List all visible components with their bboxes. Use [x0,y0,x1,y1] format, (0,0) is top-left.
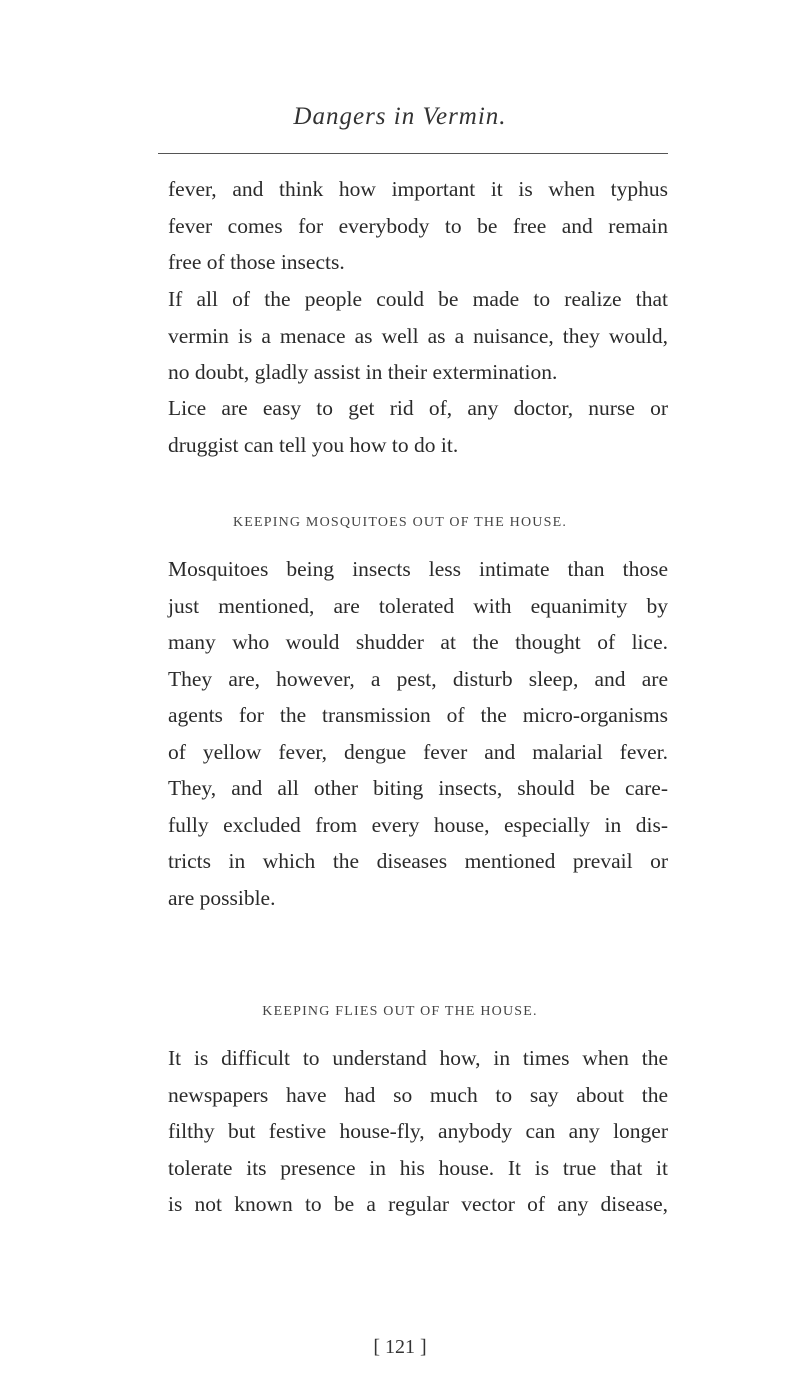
text-line: They are, however, a pest, disturb sleep, and are [168,666,668,691]
text-line: tricts in which the diseases mentioned prevail or [168,849,668,873]
section-heading-flies: KEEPING FLIES OUT OF THE HOUSE. [262,1004,538,1019]
text-line: agents for the transmission of the micro-organisms [168,703,668,727]
paragraph-3 [168,390,668,463]
text-line: are possible. [168,885,276,910]
text-line: Lice are easy to get rid of, any doctor, nurse or [168,396,668,420]
text-line: newspapers have had so much to say about the [168,1082,668,1107]
header-rule [158,153,668,154]
text-line: vermin is a menace as well as a nuisance, they would, [168,323,668,348]
text-line: no doubt, gladly assist in their extermination. [168,360,558,384]
text-line: They, and all other biting insects, should be care- [168,776,668,800]
text-line: druggist can tell you how to do it. [168,432,459,457]
paragraph-1 [168,171,668,281]
text-line: Mosquitoes being insects less intimate than those [168,557,668,581]
text-line: just mentioned, are tolerated with equanimity by [168,593,668,618]
paragraph-2 [168,281,668,391]
text-line: fever, and think how important it is when typhus [168,177,668,201]
text-line: If all of the people could be made to realize that [168,287,668,311]
text-line: is not known to be a regular vector of any disease, [168,1192,668,1216]
text-line: of yellow fever, dengue fever and malarial fever. [168,739,668,764]
paragraph-4 [168,551,668,916]
text-line: It is difficult to understand how, in times when the [168,1046,668,1070]
text-line: many who would shudder at the thought of lice. [168,630,668,654]
text-line: filthy but festive house-fly, anybody can any longer [168,1119,668,1143]
text-line: free of those insects. [168,250,345,274]
text-line: fully excluded from every house, especially in dis- [168,812,668,837]
page-number: [ 121 ] [373,1336,427,1358]
section-heading-mosquitoes: KEEPING MOSQUITOES OUT OF THE HOUSE. [232,515,568,530]
paragraph-5 [168,1040,668,1223]
running-head: Dangers in Vermin. [293,103,507,130]
text-line: tolerate its presence in his house. It is true that it [168,1155,668,1180]
text-line: fever comes for everybody to be free and remain [168,213,668,238]
